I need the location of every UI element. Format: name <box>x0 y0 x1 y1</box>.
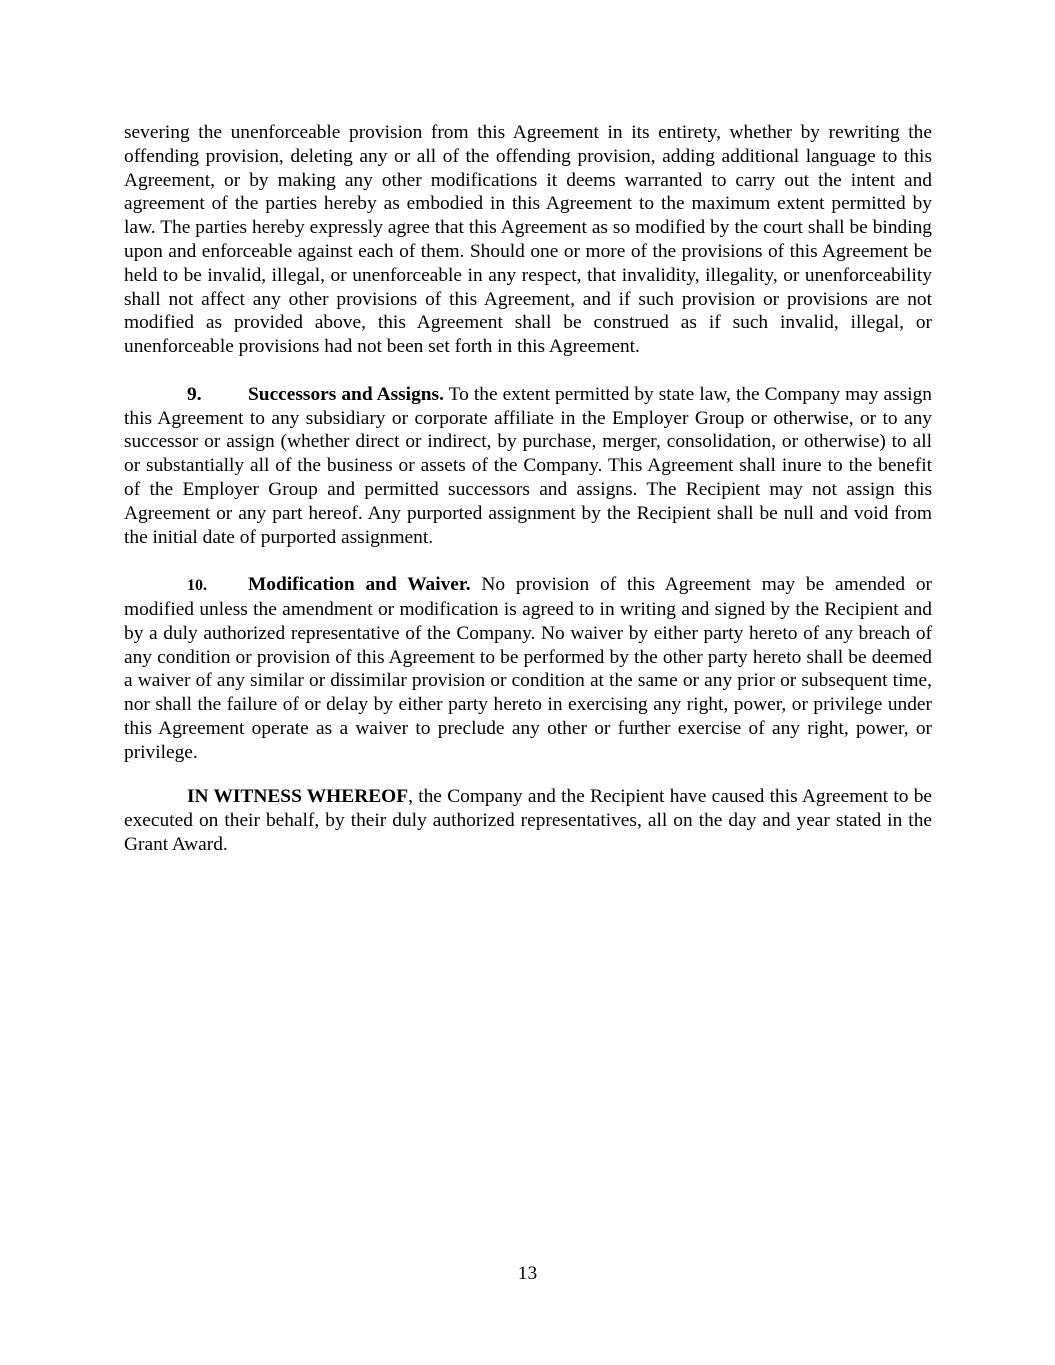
witness-paragraph <box>124 785 932 856</box>
section-10-text: No provision of this Agreement may be amended or modified unless the amendment or modification is agreed to in writing and signed by the Recipient and by a duly authorized representative of the Company. No waiver by either party hereto of any breach of any condition or provision of this Agreement to be performed by the other party hereto shall be deemed a waiver of any similar or dissimilar provision or condition at the same or any prior or subsequent time, nor shall the failure of or delay by either party hereto in exercising any right, power, or privilege under this Agreement operate as a waiver to preclude any other or further exercise of any right, power, or privilege. <box>124 574 932 763</box>
section-9-heading: Successors and Assigns. <box>248 383 444 405</box>
witness-text: , the Company and the Recipient have caused this Agreement to be executed on their behalf, by their duly authorized representatives, all on the day and year stated in the Grant Award. <box>124 786 932 855</box>
witness-lead: IN WITNESS WHEREOF <box>187 786 409 808</box>
section-10-number: 10. <box>187 577 207 595</box>
continuation-paragraph: severing the unenforceable provision from this Agreement in its entirety, whether by rewriting the offending provision, deleting any or all of the offending provision, adding additional language to this Agreement, or by making any other modifications it deems warranted to carry out the intent and agreement of the parties hereby as embodied in this Agreement to the maximum extent permitted by law. The parties hereby expressly agree that this Agreement as so modified by the court shall be binding upon and enforceable against each of them. Should one or more of the provisions of this Agreement be held to be invalid, illegal, or unenforceable in any respect, that invalidity, illegality, or unenforceability shall not affect any other provisions of this Agreement, and if such provision or provisions are not modified as provided above, this Agreement shall be construed as if such invalid, illegal, or unenforceable provisions had not been set forth in this Agreement. <box>124 122 932 358</box>
section-10-paragraph <box>124 573 932 764</box>
section-10-heading: Modification and Waiver. <box>248 574 471 596</box>
document-body <box>124 121 932 881</box>
section-9-number: 9. <box>187 383 202 405</box>
section-9-paragraph <box>124 383 932 550</box>
section-9-text: To the extent permitted by state law, the Company may assign this Agreement to any subsidiary or corporate affiliate in the Employer Group or otherwise, or to any successor or assign (whether direct or indirect, by purchase, merger, consolidation, or otherwise) to all or substantially all of the business or assets of the Company. This Agreement shall inure to the benefit of the Employer Group and permitted successors and assigns. The Recipient may not assign this Agreement or any part hereof. Any purported assignment by the Recipient shall be null and void from the initial date of purported assignment. <box>124 383 932 548</box>
page-number: 13 <box>517 1263 538 1284</box>
